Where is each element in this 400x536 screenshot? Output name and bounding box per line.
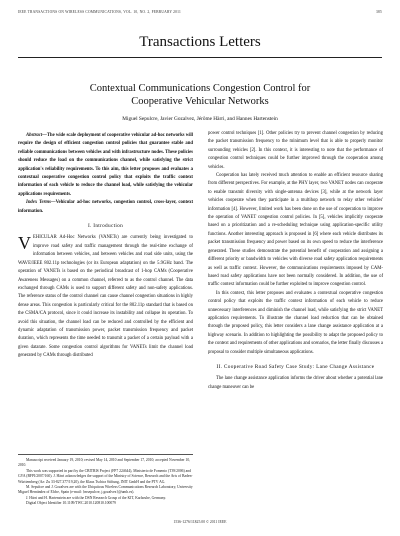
intro-heading: I. Introduction [87,223,124,230]
footnote-doi: Digital Object Identifier 10.1109/TWC.2010.120810.100079 [26,501,116,506]
paper-title-line1: Contextual Communications Congestion Control for [89,83,311,94]
issn-copyright: 1536-1276/11$25.00 © 2011 IEEE [173,520,227,524]
paper-title [50,82,350,108]
authors: Miguel Sepulcre, Javier Gozalvez, Jérôme Härri, and Hannes Hartenstein [122,116,278,122]
abstract-label: Abstract [26,133,43,138]
abstract [18,132,193,199]
footnotes [18,454,193,507]
index-terms-label: Index Terms [26,200,51,206]
right-paragraph-4: The lane change assistance application informs the driver about whether a potential lane change maneuver can be [208,376,383,390]
section-2-heading: II. Cooperative Road Safety Case Study: Lane Change Assistance [216,363,375,370]
footnote-manuscript: Manuscript received January 19, 2010; revised May 14, 2010 and September 17, 2010; accepted November 10, 2010. [18,458,191,468]
footnote-funding: This work was supported in part by the CBITRIS Project (FP7 224644), Ministerio de Fomento (T39/2006) and GVA (BFPI/2007/160). J. Härri acknowledges the support of the Ministry of Science, Research and the Arts of Baden-Württemberg (Az: Zu 33-827.377/19,20), the Klaus Tschira Stiftung, INIT GmbH and the PTV AG. [18,468,193,484]
index-terms-text: —Vehicular ad-hoc networks, congestion control, cross-layer, context information. [18,200,194,214]
journal-header: IEEE TRANSACTIONS ON WIRELESS COMMUNICATIONS, VOL. 10, NO. 2, FEBRUARY 2011 [18,10,181,14]
right-paragraph-1: power control techniques [1]. Other policies try to prevent channel congestion by reducing the packet transmission frequency to the minimum level that is able to properly monitor surrounding vehicles [2]. In this context, it is interesting to note that the performance of congestion control techniques could be further improved through the cooperation among vehicles. [208,131,383,170]
abstract-text: —The wide scale deployment of cooperative vehicular ad-hoc networks will require the design of efficient congestion control policies that guarantee stable and reliable communications between vehicles and with infrastructure nodes. These policies should reduce the load on the communications channel, while satisfying the strict application's reliability requirements. To this aim, this letter proposes and evaluates a contextual cooperative congestion control policy that exploits the traffic context information of each vehicle to reduce the channel load, while satisfying the vehicular applications requirements. [18,133,193,197]
intro-text: EHICULAR Ad-Hoc Networks (VANETs) are currently being investigated to improve road safety and traffic management through the real-time exchange of information between vehicles, and between vehicles and road side units, using the WAVE/IEEE 802.11p technologies (or its European adaptation) on the 5.9GHz band. The operation of VANETs is based on the periodical broadcast of 1-hop CAMs (Cooperative Awareness Messages) on a common channel, referred to as the control channel. The data exchanged through CAMs is used to support different safety and non-safety applications. The reference status of the control channel can cause channel congestion situations in highly dense areas. This congestion is particularly critical for the 802.11p standard that is based on the CSMA/CA protocol, since it could increase its instability and collapse its operation. To avoid this situation, the channel load can be reduced and controlled by the efficient and dynamic adaptation of transmission power, packet transmission frequency and packet duration, which represents the time needed to transmit a packet of a certain payload with a given datarate. Some congestion control algorithms for VANETs limit the channel load generated by CAMs through distributed [18,235,193,359]
index-terms [18,199,193,216]
footnote-affiliation-2: J. Härri and H. Hartenstein are with the DSN Research Group of the KIT, Karlsruhe, Germany. [26,495,166,500]
running-header [18,10,382,20]
section-title: Transactions Letters [139,34,261,50]
right-paragraph-3: In this context, this letter proposes and evaluates a contextual cooperative congestion control policy that exploits the traffic context information of each vehicle to reduce unnecessary interferences and diminish the channel load, while satisfying the strict VANET application requirements. To illustrate the channel load reduction that can be obtained through the proposed policy, this letter considers a lane change assistance application at a highway scenario. In addition to highlighting the possibility to adapt the proposed policy to the context and requirements of other applications and scenarios, the letter finally discusses a proposal to consider multiple simultaneous applications. [208,290,383,355]
header-rule [18,57,382,58]
intro-paragraph [18,234,193,360]
dropcap: V [18,233,31,254]
right-paragraph-2: Cooperation has lately received much attention to enable an efficient resource sharing from different perspectives. For example, at the PHY layer, two VANET nodes can cooperate to enable transmit diversity with single-antenna devices [3], while at the network layer vehicles cooperate when they participate in a multihop network to relay other vehicles' information [4]. However, limited work has been done on the use of cooperation to improve the operation of VANET congestion control policies. In [5], vehicles implicitly cooperate based on a prioritization and a re-scheduling technique using application-specific utility functions. Another interesting approach is proposed in [6] where each vehicle distributes its packet transmission frequency and power based on its own speed to reduce the interference generated. These studies demonstrate the potential benefit of cooperation and assigning a different priority or bandwidth to vehicles with diverse road safety application requirements as well as traffic context. However, the communications requirements imposed by CAM-based road safety applications have not been normally considered. In addition, the use of traffic context information could be further exploited to improve congestion control. [208,173,383,288]
right-column [208,130,383,392]
paper-title-line2: Cooperative Vehicular Networks [131,96,269,107]
page-number: 385 [376,10,382,14]
footnote-affiliation-1: M. Sepulcre and J. Gozalvez are with the Ubiquitous Wireless Communications Research Laboratory, University Miguel Hernández of Elche, Spain (e-mail: {msepulcre, j.gozalvez}@umh.es). [18,485,193,495]
left-column [18,132,193,361]
